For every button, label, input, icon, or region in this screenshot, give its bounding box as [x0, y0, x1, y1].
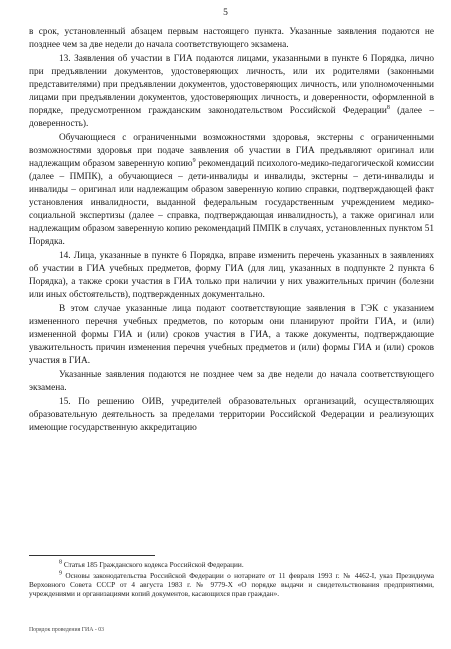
page-number: 5: [223, 8, 228, 18]
footnote-ref-9[interactable]: 9: [192, 157, 196, 164]
paragraph-ovz-tail: рекомендаций психолого-медико-педагогической комиссии (далее – ПМПК), а обучающиеся – дети-инвалиды и инвалиды, экстерны – дети-инвалиды и инвалиды – оригинал или надлежащим образом заверенную копию справки, подтверждающей факт установления инвалидности, выданной федеральным государственным учреждением медико-социальной экспертизы (далее – справка, подтверждающая инвалидность), а также оригинал или надлежащим образом заверенную копию рекомендаций ПМПК в случаях, установленных пунктом 51 Порядка.: [29, 159, 434, 247]
footnote-8-text: Статья 185 Гражданского кодекса Российской Федерации.: [62, 560, 244, 569]
paragraph-14: 14. Лица, указанные в пункте 6 Порядка, вправе изменить перечень указанных в заявлениях об участии в ГИА учебных предметов, форму ГИА (для лиц, указанных в подпункте 2 пункта 6 Порядка), а также сроки участия в ГИА только при наличии у них уважительных причин (болезни или иных обстоятельств), подтвержденных документально.: [29, 250, 434, 300]
footnote-8: [29, 560, 434, 569]
paragraph-ovz: [29, 132, 434, 248]
paragraph-13-text: 13. Заявления об участии в ГИА подаются лицами, указанными в пункте 6 Порядка, лично при предъявлении документов, удостоверяющих личность, или их родителями (законными представителями) при предъявлении документов, удостоверяющих личность, или уполномоченными лицами при предъявлении документов, удостоверяющих личность, и доверенности, оформленной в порядке, предусмотренном гражданским законодательством Российской Федерации: [29, 54, 434, 116]
footnote-divider: [29, 555, 155, 556]
paragraph-13: [29, 53, 434, 130]
body-text: [29, 26, 434, 437]
paragraph-14-deadline: Указанные заявления подаются не позднее чем за две недели до начала соответствующего экзамена.: [29, 370, 434, 393]
footnotes: [29, 560, 434, 600]
paragraph-ovz-text: Обучающиеся с ограниченными возможностями здоровья, экстерны с ограниченными возможностями здоровья при подаче заявления об участии в ГИА предъявляют оригинал или надлежащим образом заверенную копию: [29, 133, 434, 170]
footnote-8-number: 8: [59, 559, 62, 566]
footnote-ref-8[interactable]: 8: [386, 104, 390, 111]
footnote-9-text: Основы законодательства Российской Федерации о нотариате от 11 февраля 1993 г. № 4462-I, указ Президиума Верховного Совета СССР от 4 августа 1983 г. № 9779-X «О порядке выдачи и свидетельствования предприятиями, учреждениями и организациями копий документов, касающихся прав граждан».: [29, 570, 434, 599]
paragraph-15: 15. По решению ОИВ, учредителей образовательных организаций, осуществляющих образовательную деятельность за пределами территории Российской Федерации и реализующих имеющие государственную аккредитацию: [29, 397, 434, 434]
footnote-9-number: 9: [59, 570, 62, 577]
paragraph-continuation: в срок, установленный абзацем первым настоящего пункта. Указанные заявления подаются не позднее чем за две недели до начала соответствующего экзамена.: [29, 27, 434, 50]
paragraph-13-tail: (далее – доверенность).: [29, 105, 434, 129]
paragraph-14-case: В этом случае указанные лица подают соответствующие заявления в ГЭК с указанием измененного перечня учебных предметов, по которым они планируют пройти ГИА, и (или) измененной формы ГИА и (или) сроков участия в ГИА, а также документы, подтверждающие уважительность причин изменения перечня учебных предметов и (или) формы ГИА и (или) сроков участия в ГИА.: [29, 304, 434, 366]
page-footer: Порядок проведения ГИА - 03: [29, 627, 105, 633]
footnote-9: [29, 571, 434, 599]
